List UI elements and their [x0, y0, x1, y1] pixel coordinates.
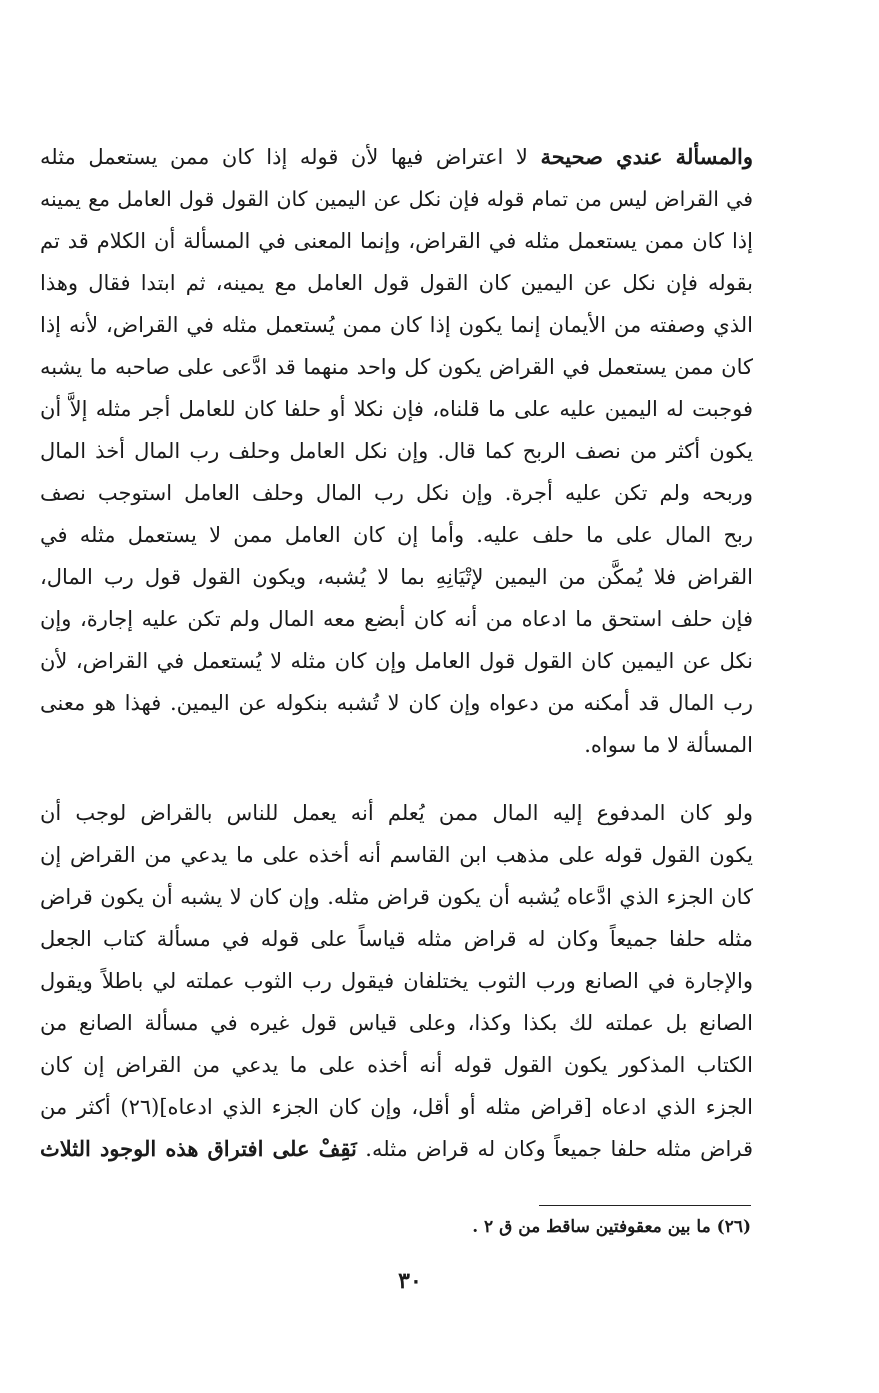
paragraph-2-line-9-text: قراض مثله حلفا جميعاً وكان له قراض مثله.	[365, 1137, 753, 1161]
paragraph-1-line-15: المسألة لا ما سواه.	[584, 733, 753, 757]
paragraph-1	[40, 142, 753, 782]
paragraph-1-line-3: إذا كان ممن يستعمل مثله في القراض، وإنما المعنى في المسألة أن الكلام قد تم	[40, 229, 753, 253]
paragraph-1-line-1	[40, 142, 753, 172]
paragraph-2-line-9	[40, 1134, 753, 1164]
paragraph-1-line-13: نكل عن اليمين كان القول قول العامل وإن كان مثله لا يُستعمل في القراض، لأن	[40, 649, 753, 673]
paragraph-2-line-3: كان الجزء الذي ادَّعاه يُشبه أن يكون قراض مثله. وإن كان لا يشبه أن يكون قراض	[40, 885, 753, 909]
paragraph-1-line-4: بقوله فإن نكل عن اليمين كان القول قول العامل مع يمينه، ثم ابتدا فقال وهذا	[40, 271, 753, 295]
paragraph-2	[40, 798, 753, 1188]
paragraph-1-lead-bold: والمسألة عندي صحيحة	[540, 144, 753, 169]
footnote-separator	[539, 1205, 751, 1206]
paragraph-2-trailing-bold: نَقِفْ على افتراق هذه الوجود الثلاث	[40, 1136, 357, 1161]
page-number: ٣٠	[398, 1268, 422, 1294]
paragraph-2-line-1: ولو كان المدفوع إليه المال ممن يُعلم أنه يعمل للناس بالقراض لوجب أن	[40, 801, 753, 825]
paragraph-2-line-8: الجزء الذي ادعاه [قراض مثله أو أقل، وإن كان الجزء الذي ادعاه](٢٦) أكثر من	[40, 1095, 753, 1119]
paragraph-1-line-10: ربح المال على ما حلف عليه. وأما إن كان العامل ممن لا يستعمل مثله في	[40, 523, 753, 547]
paragraph-2-line-7: الكتاب المذكور يكون القول قوله أنه أخذه على ما يدعي من القراض إن كان	[40, 1053, 753, 1077]
paragraph-1-line-12: فإن حلف استحق ما ادعاه من أنه كان أبضع معه المال ولم تكن عليه إجارة، وإن	[40, 607, 753, 631]
paragraph-2-line-4: مثله حلفا جميعاً وكان له قراض مثله قياساً على قوله في مسألة كتاب الجعل	[40, 927, 753, 951]
paragraph-1-line-6: كان ممن يستعمل في القراض يكون كل واحد منهما قد ادَّعى على صاحبه ما يشبه	[40, 355, 753, 379]
paragraph-2-line-2: يكون القول قوله على مذهب ابن القاسم أنه أخذه على ما يدعي من القراض إن	[40, 843, 753, 867]
paragraph-1-line-5: الذي وصفته من الأيمان إنما يكون إذا كان ممن يُستعمل مثله في القراض، لأنه إذا	[40, 313, 753, 337]
paragraph-1-line-8: يكون أكثر من نصف الربح كما قال. وإن نكل العامل وحلف رب المال أخذ المال	[40, 439, 753, 463]
paragraph-2-line-5: والإجارة في الصانع ورب الثوب يختلفان فيقول رب الثوب عملته لي باطلاً ويقول	[40, 969, 753, 993]
paragraph-1-line-11: القراض فلا يُمكَّن من اليمين لإتْيَانِهِ بما لا يُشبه، ويكون القول قول رب المال،	[40, 565, 753, 589]
footnote: (٢٦) ما بين معقوفتين ساقط من ق ٢ .	[472, 1217, 751, 1237]
paragraph-1-line-14: رب المال قد أمكنه من دعواه وإن كان لا تُشبه بنكوله عن اليمين. فهذا هو معنى	[40, 691, 753, 715]
paragraph-1-line-7: فوجبت له اليمين عليه على ما قلناه، فإن نكلا أو حلفا كان للعامل أجر مثله إلاَّ أن	[40, 397, 753, 421]
paragraph-2-line-6: الصانع بل عملته لك بكذا وكذا، وعلى قياس قول غيره في مسألة الصانع من	[40, 1011, 754, 1035]
paragraph-1-line-1-rest: لا اعتراض فيها لأن قوله إذا كان ممن يستعمل مثله	[40, 145, 528, 169]
paragraph-1-line-2: في القراض ليس من تمام قوله فإن نكل عن اليمين كان القول قول العامل مع يمينه	[40, 187, 753, 211]
paragraph-1-line-9: وربحه ولم تكن عليه أجرة. وإن نكل رب المال وحلف العامل استوجب نصف	[40, 481, 753, 505]
